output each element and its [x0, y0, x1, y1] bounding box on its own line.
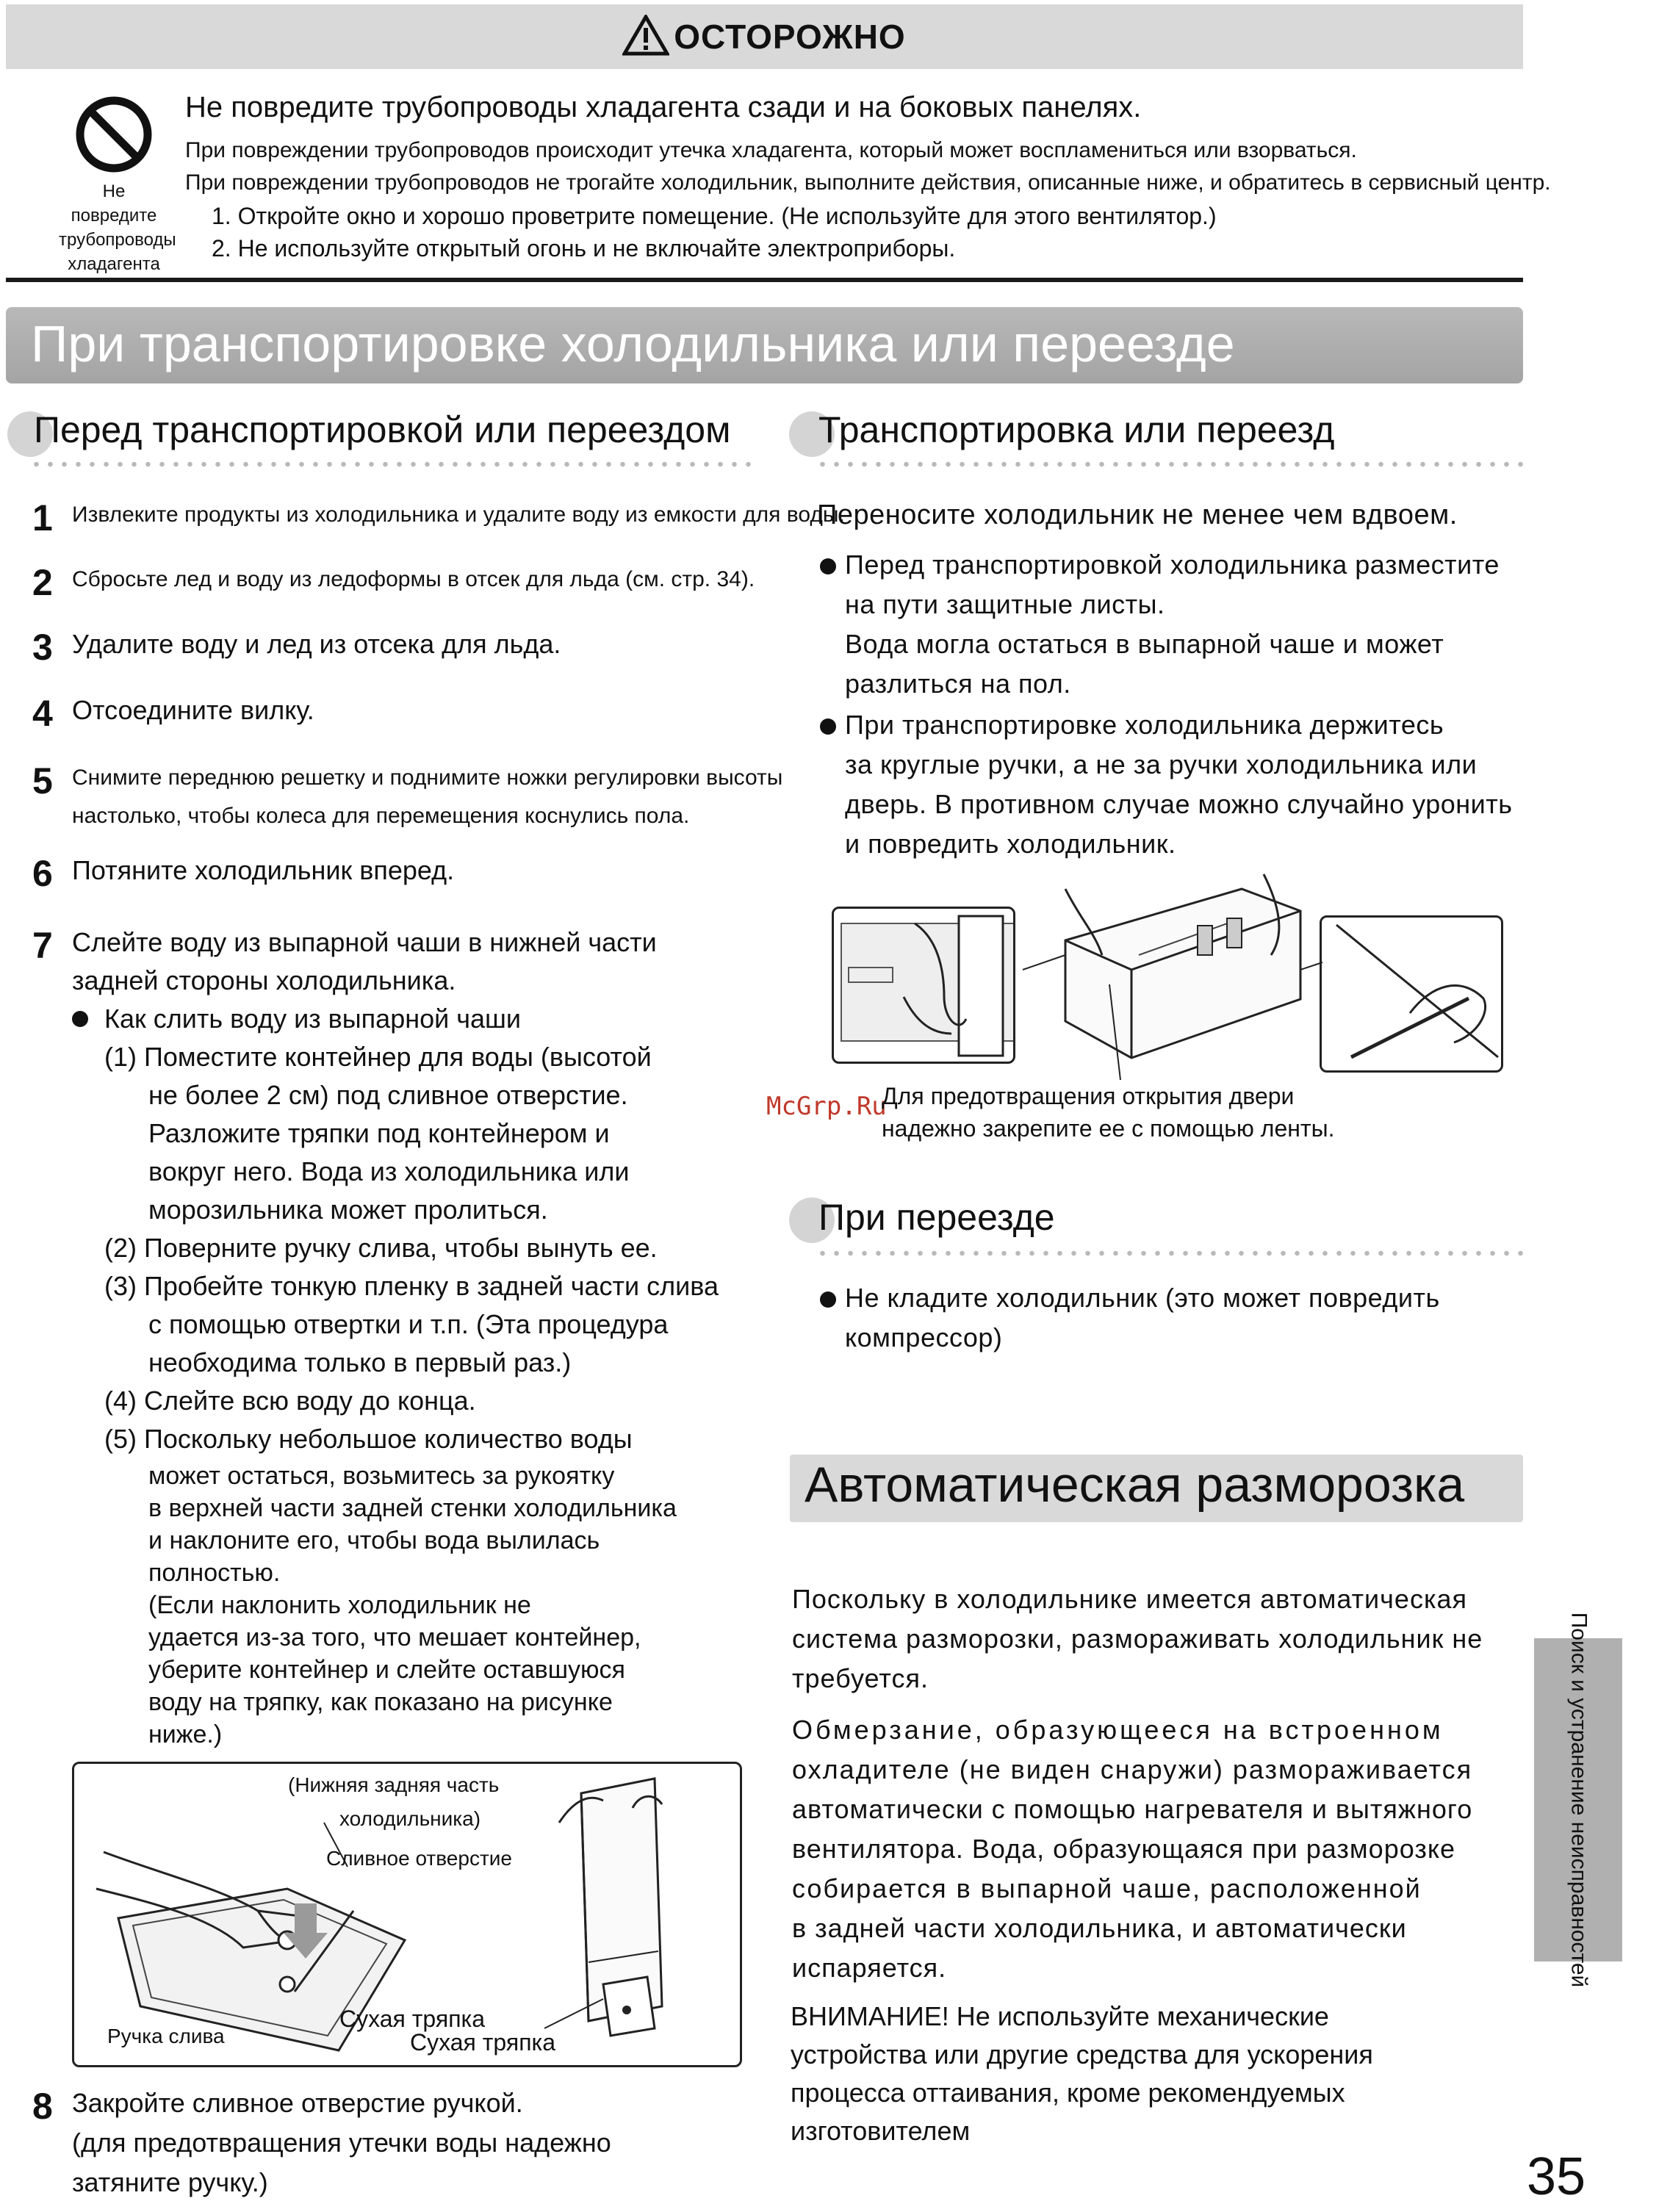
prohibition-label: Не повредите трубопроводы хладагента [59, 181, 176, 274]
sub-line: (2) Поверните ручку слива, чтобы вынуть ее. [104, 1233, 658, 1263]
bullet [820, 1291, 836, 1308]
moving-line: Не кладите холодильник (это может повредить [845, 1283, 1440, 1313]
step-text-cont: настолько, чтобы колеса для перемещения коснулись пола. [72, 804, 690, 828]
defrost-p3-line: устройства или другие средства для ускорения [791, 2039, 1373, 2069]
step-text: Закройте сливное отверстие ручкой. [72, 2088, 523, 2118]
watermark: McGrp.Ru [766, 1092, 887, 1121]
figure-label-hole: Сливное отверстие [326, 1847, 512, 1870]
defrost-p2-line: в задней части холодильника, и автоматически [792, 1913, 1407, 1943]
before-transport-title: Перед транспортировкой или переездом [34, 409, 731, 450]
figure-label-handle: Ручка слива [107, 2025, 225, 2047]
transport-b2-line: дверь. В противном случае можно случайно уронить [845, 789, 1513, 819]
transport-b2-line: и повредить холодильник. [845, 829, 1176, 859]
defrost-p1-line: требуется. [792, 1663, 929, 1693]
step-text: Извлеките продукты из холодильника и удалите воду из емкости для воды. [72, 502, 845, 527]
moving-line: компрессор) [845, 1322, 1003, 1352]
caution-line-2: При повреждении трубопроводов не трогайте холодильник, выполните действия, описанные ниже, и обратитесь в сервисный центр. [185, 170, 1551, 195]
figure-label-back-1: (Нижняя задняя часть [288, 1773, 500, 1796]
handle-illustration [1322, 918, 1501, 1070]
section-banner-title: При транспортировке холодильника или переезде [31, 315, 1235, 372]
transport-b1-line: на пути защитные листы. [845, 589, 1165, 619]
transport-caption-2: надежно закрепите ее с помощью ленты. [882, 1115, 1335, 1142]
step-number: 7 [32, 925, 53, 966]
step-number: 8 [32, 2086, 53, 2127]
transport-b1-line: Перед транспортировкой холодильника разместите [845, 550, 1500, 580]
caution-heading: Не повредите трубопроводы хладагента сзади и на боковых панелях. [185, 91, 1142, 123]
caution-title: ОСТОРОЖНО [0, 15, 1528, 57]
bullet [820, 718, 836, 735]
dotted-rule [29, 461, 751, 467]
caution-item-2: 2. Не используйте открытый огонь и не включайте электроприборы. [212, 235, 956, 262]
dotted-rule [816, 1250, 1530, 1256]
door-tape-illustration [834, 909, 1013, 1062]
step-text: Отсоедините вилку. [72, 695, 314, 725]
sub-line: морозильника может пролиться. [148, 1195, 548, 1225]
defrost-p2-line: автоматически с помощью нагревателя и вытяжного [792, 1794, 1473, 1824]
step-number: 1 [32, 497, 53, 538]
side-tab-label: Поиск и устранение неисправностей [1566, 1612, 1591, 1988]
sub-line: (4) Слейте всю воду до конца. [104, 1386, 476, 1416]
defrost-title: Автоматическая разморозка [805, 1457, 1465, 1513]
sub-line: Разложите тряпки под контейнером и [148, 1118, 610, 1148]
step-text: Сбросьте лед и воду из ледоформы в отсек для льда (см. стр. 34). [72, 567, 755, 591]
defrost-p1-line: система разморозки, размораживать холодильник не [792, 1624, 1483, 1654]
sub-line: полностью. [148, 1559, 281, 1587]
caution-line-1: При повреждении трубопроводов происходит утечка хладагента, который может воспламениться или взорваться. [185, 138, 1357, 162]
sub-line: (5) Поскольку небольшое количество воды [104, 1424, 633, 1454]
step-number: 2 [32, 562, 53, 603]
step-number: 4 [32, 693, 53, 734]
page-number: 35 [1527, 2147, 1586, 2206]
bullet [72, 1011, 88, 1027]
figure-label-rag-2: Сухая тряпка [410, 2029, 556, 2056]
step-text: Слейте воду из выпарной чаши в нижней части [72, 927, 657, 957]
defrost-p2-line: вентилятора. Вода, образующаяся при разморозке [792, 1834, 1456, 1864]
sub-line: ниже.) [148, 1721, 223, 1748]
prohibition-icon [73, 94, 154, 175]
sub-line: и наклоните его, чтобы вода вылилась [148, 1527, 600, 1554]
transport-b1-line: разлиться на пол. [845, 669, 1071, 699]
fridge-transport-illustration [1021, 860, 1330, 1095]
step-number: 3 [32, 627, 53, 668]
dotted-rule [816, 461, 1530, 467]
transport-caption-1: Для предотвращения открытия двери [882, 1083, 1295, 1109]
warning-triangle-icon [622, 15, 669, 56]
step-text-cont: затяните ручку.) [72, 2167, 268, 2197]
defrost-p2-line: собирается в выпарной чаше, расположенной [792, 1873, 1422, 1903]
step-text: Потяните холодильник вперед. [72, 855, 455, 885]
transport-lead: Переносите холодильник не менее чем вдвоем. [817, 500, 1458, 530]
defrost-p2-line: охладителе (не виден снаружи) размораживается [792, 1754, 1473, 1784]
sub-line: уберите контейнер и слейте оставшуюся [148, 1656, 625, 1684]
sub-line: воду на тряпку, как показано на рисунке [148, 1688, 613, 1716]
sub-line: может остаться, возьмитесь за рукоятку [148, 1462, 615, 1490]
sub-line: (3) Пробейте тонкую пленку в задней части слива [104, 1271, 719, 1301]
moving-title: При переезде [818, 1197, 1055, 1238]
divider [6, 278, 1523, 282]
defrost-p2-line: испаряется. [792, 1953, 947, 1983]
figure-label-rag-1: Сухая тряпка [339, 2006, 486, 2032]
step-text-cont: задней стороны холодильника. [72, 965, 456, 995]
sub-line: (1) Поместите контейнер для воды (высотой [104, 1042, 652, 1072]
transport-b1-line: Вода могла остаться в выпарной чаше и может [845, 629, 1444, 659]
step-number: 6 [32, 853, 53, 894]
defrost-p1-line: Поскольку в холодильнике имеется автоматическая [792, 1584, 1467, 1614]
door-tape-figure [832, 907, 1015, 1064]
step-text: Удалите воду и лед из отсека для льда. [72, 629, 561, 659]
defrost-p3-line: изготовителем [791, 2116, 971, 2146]
defrost-p3-line: процесса оттаивания, кроме рекомендуемых [791, 2078, 1345, 2108]
step-text-cont: (для предотвращения утечки воды надежно [72, 2128, 611, 2158]
transport-title: Транспортировка или переезд [818, 409, 1335, 450]
defrost-p3-line: ВНИМАНИЕ! Не используйте механические [791, 2001, 1329, 2031]
sub-line: удается из-за того, что мешает контейнер, [148, 1624, 641, 1651]
bullet [820, 558, 836, 574]
sub-line: в верхней части задней стенки холодильника [148, 1494, 677, 1522]
sub-line: вокруг него. Вода из холодильника или [148, 1156, 630, 1186]
sub-line: необходима только в первый раз.) [148, 1347, 572, 1377]
sub-line: не более 2 см) под сливное отверстие. [148, 1080, 628, 1110]
step-text: Снимите переднюю решетку и поднимите ножки регулировки высоты [72, 765, 783, 790]
sub-line: с помощью отвертки и т.п. (Эта процедура [148, 1309, 669, 1339]
transport-b2-line: При транспортировке холодильника держитесь [845, 710, 1444, 740]
step-number: 5 [32, 760, 53, 801]
sub-line: (Если наклонить холодильник не [148, 1591, 531, 1619]
defrost-p2-line: Обмерзание, образующееся на встроенном [792, 1715, 1444, 1745]
handle-figure [1320, 915, 1503, 1073]
how-drain: Как слить воду из выпарной чаши [104, 1004, 521, 1034]
transport-b2-line: за круглые ручки, а не за ручки холодильника или [845, 749, 1478, 779]
caution-item-1: 1. Откройте окно и хорошо проветрите помещение. (Не используйте для этого вентилятор.) [212, 203, 1217, 229]
figure-label-back-2: холодильника) [339, 1807, 481, 1830]
